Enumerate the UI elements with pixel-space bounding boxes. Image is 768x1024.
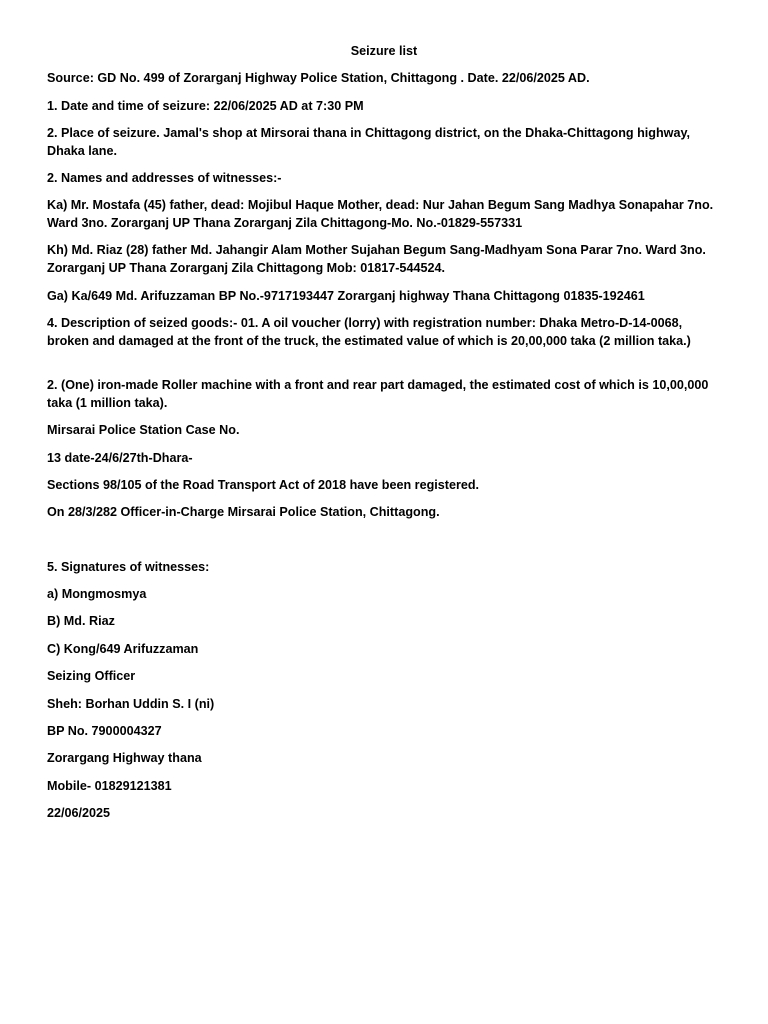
seized-goods-1: 4. Description of seized goods:- 01. A oil voucher (lorry) with registration number: Dhaka Metro-D-14-0068, broken and damaged at the front of the truck, the estimated value of which is 20,00,000 taka (2 million taka.): [47, 316, 691, 348]
seizing-officer-station: Zorargang Highway thana: [47, 751, 202, 765]
witness-kh: Kh) Md. Riaz (28) father Md. Jahangir Alam Mother Sujahan Begum Sang-Madhyam Sona Parar 7no. Ward 3no. Zorarganj UP Thana Zorarganj Zila Chittagong Mob: 01817-544524.: [47, 243, 706, 275]
seizing-officer-mobile: Mobile- 01829121381: [47, 779, 172, 793]
seizing-officer-bp: BP No. 7900004327: [47, 724, 162, 738]
date-time-line: 1. Date and time of seizure: 22/06/2025 AD at 7:30 PM: [47, 99, 364, 113]
signature-a: a) Mongmosmya: [47, 587, 147, 601]
place-line: 2. Place of seizure. Jamal's shop at Mirsorai thana in Chittagong district, on the Dhaka-Chittagong highway, Dhaka lane.: [47, 126, 691, 158]
case-no-line: Mirsarai Police Station Case No.: [47, 423, 240, 437]
witnesses-heading: 2. Names and addresses of witnesses:-: [47, 171, 282, 185]
signature-b: B) Md. Riaz: [47, 614, 115, 628]
seizing-officer-date: 22/06/2025: [47, 806, 111, 820]
witness-ga: Ga) Ka/649 Md. Arifuzzaman BP No.-9717193447 Zorarganj highway Thana Chittagong 01835-192461: [47, 289, 645, 303]
seizing-officer-heading: Seizing Officer: [47, 669, 136, 683]
witness-ka: Ka) Mr. Mostafa (45) father, dead: Mojibul Haque Mother, dead: Nur Jahan Begum Sang Madhya Sonapahar 7no. Ward 3no. Zorarganj UP Thana Zorarganj Zila Chittagong-Mo. No.-01829-557331: [47, 198, 714, 230]
seized-goods-2: 2. (One) iron-made Roller machine with a front and rear part damaged, the estimated cost of which is 10,00,000 taka (1 million taka).: [47, 378, 709, 410]
signatures-heading: 5. Signatures of witnesses:: [47, 560, 210, 574]
seizing-officer-name: Sheh: Borhan Uddin S. I (ni): [47, 697, 215, 711]
case-date-line: 13 date-24/6/27th-Dhara-: [47, 451, 193, 465]
sections-line: Sections 98/105 of the Road Transport Act of 2018 have been registered.: [47, 478, 480, 492]
officer-in-charge-line: On 28/3/282 Officer-in-Charge Mirsarai Police Station, Chittagong.: [47, 505, 440, 519]
source-line: Source: GD No. 499 of Zorarganj Highway Police Station, Chittagong . Date. 22/06/2025 AD.: [47, 71, 590, 85]
signature-c: C) Kong/649 Arifuzzaman: [47, 642, 199, 656]
document-title: Seizure list: [350, 44, 418, 58]
